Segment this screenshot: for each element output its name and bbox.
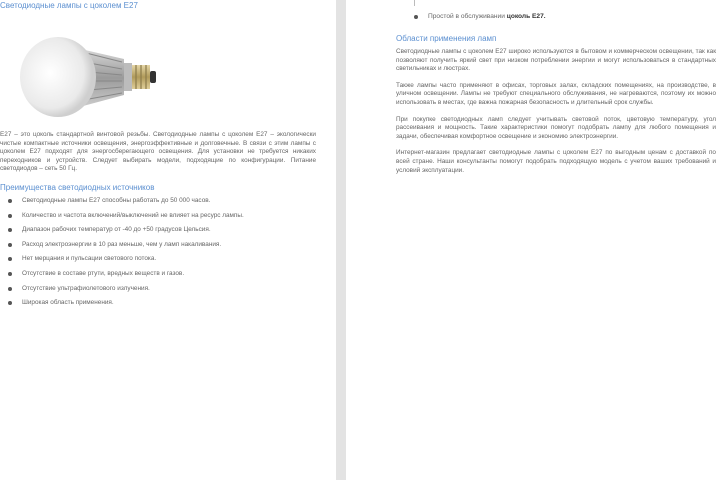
page-gap: [336, 0, 346, 480]
paragraph: При покупке светодиодных ламп следует учитывать световой поток, цветовую температуру, угол рассеивания и мощность. Такие характеристики помогут подобрать лампу для любого помещения и задачи, обеспечивая комфортное освещение и экономию электроэнергии.: [396, 115, 716, 140]
bullet-icon: [8, 228, 12, 232]
advantages-heading: Преимущества светодиодных источников: [0, 182, 155, 192]
bullet-icon: [414, 15, 418, 19]
top-bullet-text: Простой в обслуживании: [428, 13, 505, 20]
applications-heading: Области применения ламп: [396, 34, 497, 43]
list-item: Отсутствие ультрафиолетового излучения.: [0, 285, 322, 294]
paragraph: Светодиодные лампы с цоколем E27 широко используются в бытовом и коммерческом освещении, так как позволяют получить яркий свет при низком потреблении энергии и могут использоваться в стандартных светильниках и люстрах.: [396, 48, 716, 73]
list-item: Количество и частота включений/выключений не влияет на ресурс лампы.: [0, 212, 322, 221]
led-bulb-e27-icon: [12, 29, 162, 125]
left-page: [0, 0, 336, 480]
list-item: Светодиодные лампы E27 способны работать до 50 000 часов.: [0, 197, 322, 206]
list-item: Расход электроэнергии в 10 раз меньше, чем у ламп накаливания.: [0, 241, 322, 250]
left-page-heading: Светодиодные лампы с цоколем E27: [0, 1, 138, 10]
bullet-icon: [8, 199, 12, 203]
bullet-icon: [8, 257, 12, 261]
top-bullet-bold: цоколь E27.: [506, 13, 546, 20]
advantages-list: [0, 197, 322, 308]
paragraph: Также лампы часто применяют в офисах, торговых залах, складских помещениях, на производстве, в уличном освещении. Лампы не требуют специального обслуживания, не нагреваются, поэтому их можно использовать в местах, где важна пожарная безопасность и длительный срок службы.: [396, 81, 716, 106]
bullet-icon: [8, 214, 12, 218]
right-page: [346, 0, 720, 480]
list-item: Отсутствие в составе ртути, вредных веществ и газов.: [0, 270, 322, 279]
bullet-icon: [8, 301, 12, 305]
list-item: Диапазон рабочих температур от -40 до +50 градусов Цельсия.: [0, 226, 322, 235]
bullet-icon: [8, 243, 12, 247]
bullet-icon: [8, 287, 12, 291]
intro-paragraph: E27 – это цоколь стандартной винтовой резьбы. Светодиодные лампы с цоколем E27 – экологически чистые компактные источники освещения, энергоэффективные и долговечные. В связи с этим лампы с цоколем E27 подходят для энергосберегающего освещения. Для установки не требуется никаких переходников и устройств. Следует выбирать модели, подходящие по конфигурации. Питание светодиодов – сеть 50 Гц.: [0, 131, 316, 173]
bullet-icon: [8, 272, 12, 276]
paragraph: Интернет-магазин предлагает светодиодные лампы с цоколем E27 по выгодным ценам с доставкой по всей стране. Наши консультанты помогут подобрать подходящую модель с учетом ваших требований и условий эксплуатации.: [396, 149, 716, 174]
text-cursor-mark: [414, 0, 418, 6]
product-image-area: [0, 11, 322, 131]
list-item: Нет мерцания и пульсации светового потока.: [0, 255, 322, 264]
list-item: [396, 12, 720, 21]
list-item: Широкая область применения.: [0, 299, 322, 308]
